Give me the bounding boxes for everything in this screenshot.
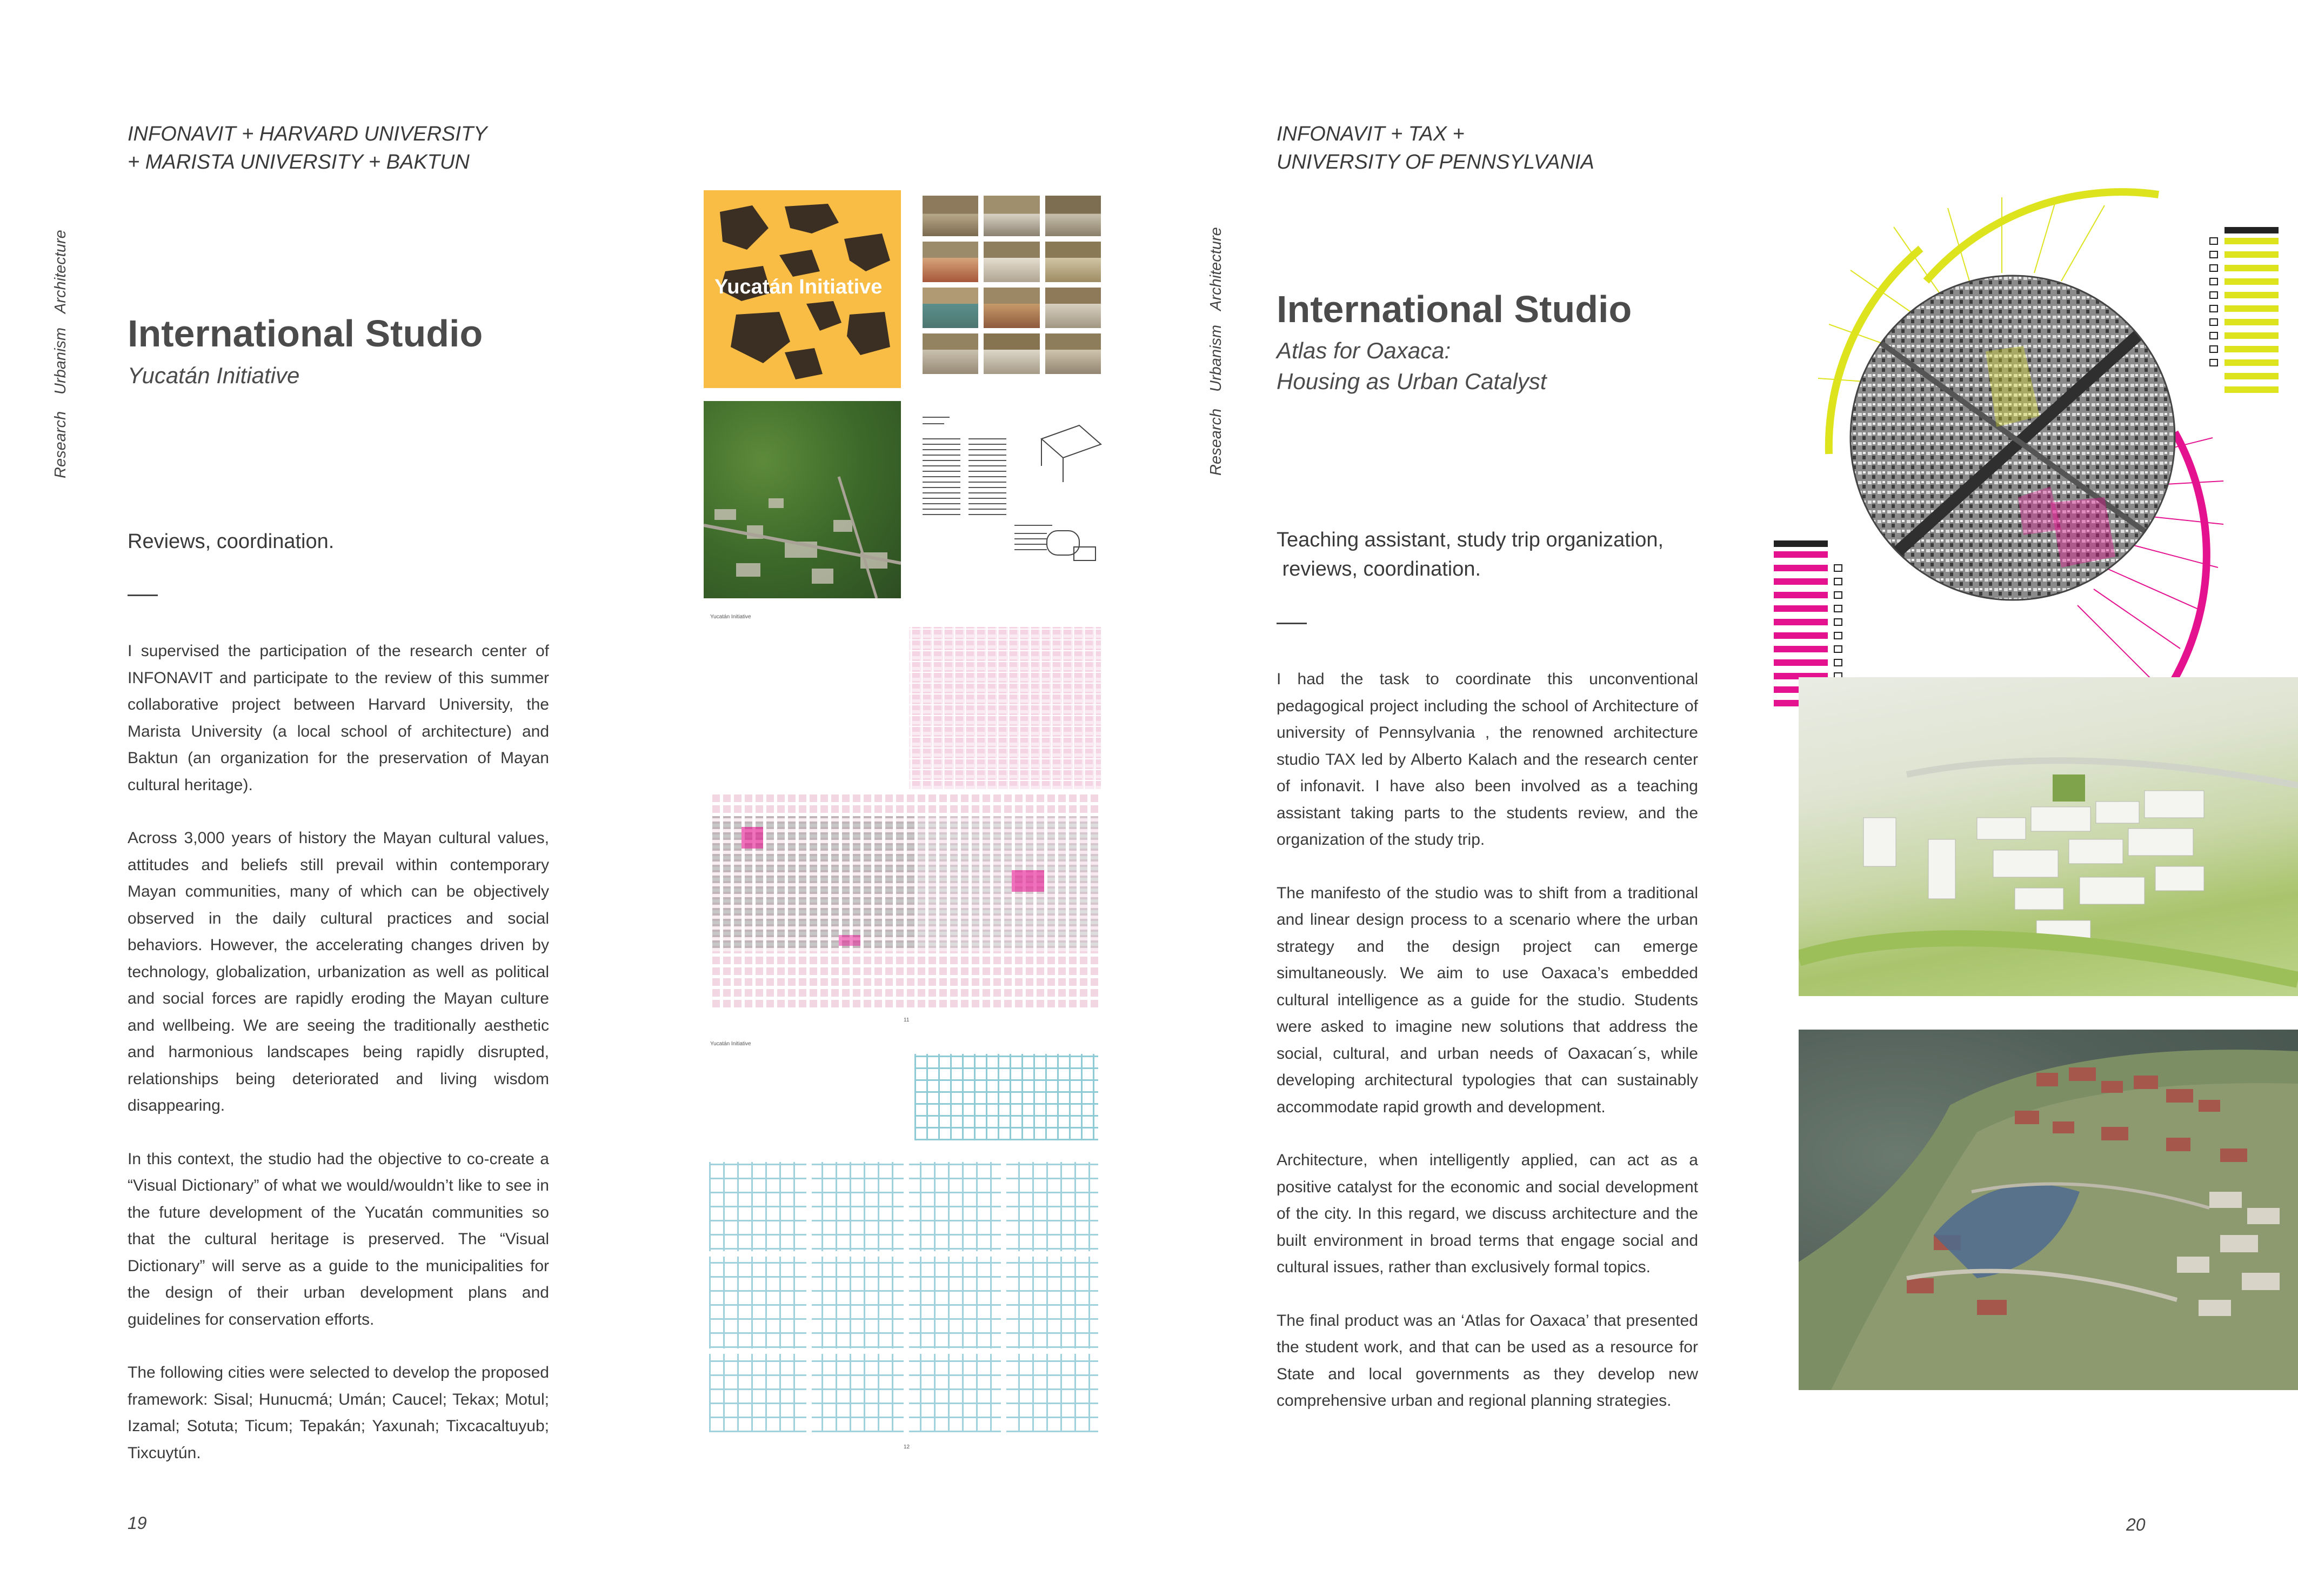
right-kicker-line2: UNIVERSITY OF PENNSYLVANIA [1277, 151, 1594, 173]
tile-grid-bottom [709, 794, 1101, 1011]
right-side-urbanism: Urbanism [1207, 324, 1225, 392]
cover-title: Yucatán Initiative [714, 276, 883, 298]
masterplan-render-dark [1799, 1030, 2298, 1390]
left-role: Reviews, coordination. [128, 530, 335, 553]
right-side-architecture: Architecture [1207, 227, 1225, 311]
left-paragraph-4: The following cities were selected to develop the proposed framework: Sisal; Hunucmá; Umán; Caucel; Tekax; Motul; Izamal; Sotuta; Ticum; Tepakán; Yaxunah; Tixcacaltuyub; Tixcuytún. [128, 1364, 549, 1462]
right-role-line2: reviews, coordination. [1277, 558, 1481, 580]
atlas-svg [1769, 178, 2298, 735]
right-paragraph-2: The manifesto of the studio was to shift from a traditional and linear design process to a scenario where the urban strategy and the design project can emerge simultaneously. We aim to use Oaxaca’s embedded cultural intelligence as a guide for the studio. Students were asked to imagine new solutions that address the social, cultural, and urban needs of Oaxacan´s, while developing architectural typologies that can sustainably accommodate rapid growth and development. [1277, 884, 1698, 1116]
houses-grid-image [917, 190, 1106, 390]
right-subtitle [1277, 335, 1547, 397]
aerial-roofs [704, 401, 901, 598]
book-text-lines [917, 401, 1106, 598]
yucatan-cover-image [704, 190, 901, 388]
aerial-photo [704, 401, 901, 598]
right-paragraph-3: Architecture, when intelligently applied, can act as a positive catalyst for the economic and social development of the city. In this regard, we discuss architecture and the built environment in broad terms that engage social and cultural issues, rather than exclusively formal topics. [1277, 1151, 1698, 1276]
left-body [128, 638, 549, 1493]
masterplan-green-svg [1799, 677, 2298, 996]
right-role [1277, 525, 1664, 584]
book-text-page [917, 401, 1106, 598]
left-paragraph-3: In this context, the studio had the objective to co-create a “Visual Dictionary” of what we would/wouldn’t like to see in the future development of the Yucatán communities so that the cultural heritage is preserved. The “Visual Dictionary” will serve as a guide to the municipalities for the design of their urban development plans and guidelines for conservation efforts. [128, 1150, 549, 1328]
left-side-research: Research [52, 411, 69, 478]
left-subtitle: Yucatán Initiative [128, 363, 300, 388]
tile-page-number: 11 [904, 1017, 910, 1023]
blue-grid-page [704, 1038, 1106, 1454]
left-kicker-line1: INFONAVIT + HARVARD UNIVERSITY [128, 123, 487, 145]
right-page-number: 20 [2126, 1515, 2146, 1534]
blue-page-header: Yucatán Initiative [710, 1041, 751, 1047]
right-subtitle-line1: Atlas for Oaxaca: [1277, 338, 1451, 363]
right-subtitle-line2: Housing as Urban Catalyst [1277, 369, 1547, 394]
right-role-line1: Teaching assistant, study trip organization, [1277, 529, 1664, 551]
right-paragraph-1: I had the task to coordinate this unconventional pedagogical project including the school of Architecture of university of Pennsylvania , the renowned architecture studio TAX led by Alberto Kalach and the research center of infonavit. I have also been involved as a teaching assistant taking parts to the students review, and the organization of the study trip. [1277, 670, 1698, 849]
right-side-research: Research [1207, 408, 1225, 476]
tile-grid-top [909, 627, 1101, 789]
right-body [1277, 666, 1698, 1441]
oaxaca-circular-atlas [1769, 178, 2298, 735]
right-divider [1277, 623, 1307, 624]
blue-page-number: 12 [904, 1444, 910, 1450]
tile-diagram-page [704, 611, 1106, 1027]
left-side-urbanism: Urbanism [52, 327, 69, 395]
left-kicker [128, 120, 487, 176]
left-paragraph-1: I supervised the participation of the research center of INFONAVIT and participate to the review of this summer collaborative project between Harvard University, the Marista University (a local school of architecture) and Baktun (an organization for the preservation of Mayan cultural heritage). [128, 642, 549, 794]
left-page-number: 19 [128, 1513, 147, 1533]
masterplan-render-green [1799, 677, 2298, 996]
right-title: International Studio [1277, 288, 1632, 330]
right-paragraph-4: The final product was an ‘Atlas for Oaxaca’ that presented the student work, and that can be used as a resource for State and local governments as they develop new comprehensive urban and regional planning strategies. [1277, 1311, 1698, 1410]
right-kicker-line1: INFONAVIT + TAX + [1277, 123, 1465, 145]
masterplan-dark-svg [1799, 1030, 2298, 1390]
right-page [1149, 0, 2298, 1596]
left-side-architecture: Architecture [52, 230, 69, 313]
left-paragraph-2: Across 3,000 years of history the Mayan cultural values, attitudes and beliefs still prevail within contemporary Mayan communities, many of which can be objectively observed in the daily cultural practices and social behaviors. However, the accelerating changes driven by technology, globalization, urbanization as well as political and social forces are rapidly eroding the Mayan culture and wellbeing. We are seeing the traditionally aesthetic and harmonious landscapes being rapidly disrupted, relationships being deteriorated and living wisdom disappearing. [128, 829, 549, 1114]
left-divider [128, 595, 158, 596]
right-kicker [1277, 120, 1594, 176]
left-kicker-line2: + MARISTA UNIVERSITY + BAKTUN [128, 151, 470, 173]
tile-page-header: Yucatán Initiative [710, 614, 751, 620]
left-title: International Studio [128, 312, 483, 355]
